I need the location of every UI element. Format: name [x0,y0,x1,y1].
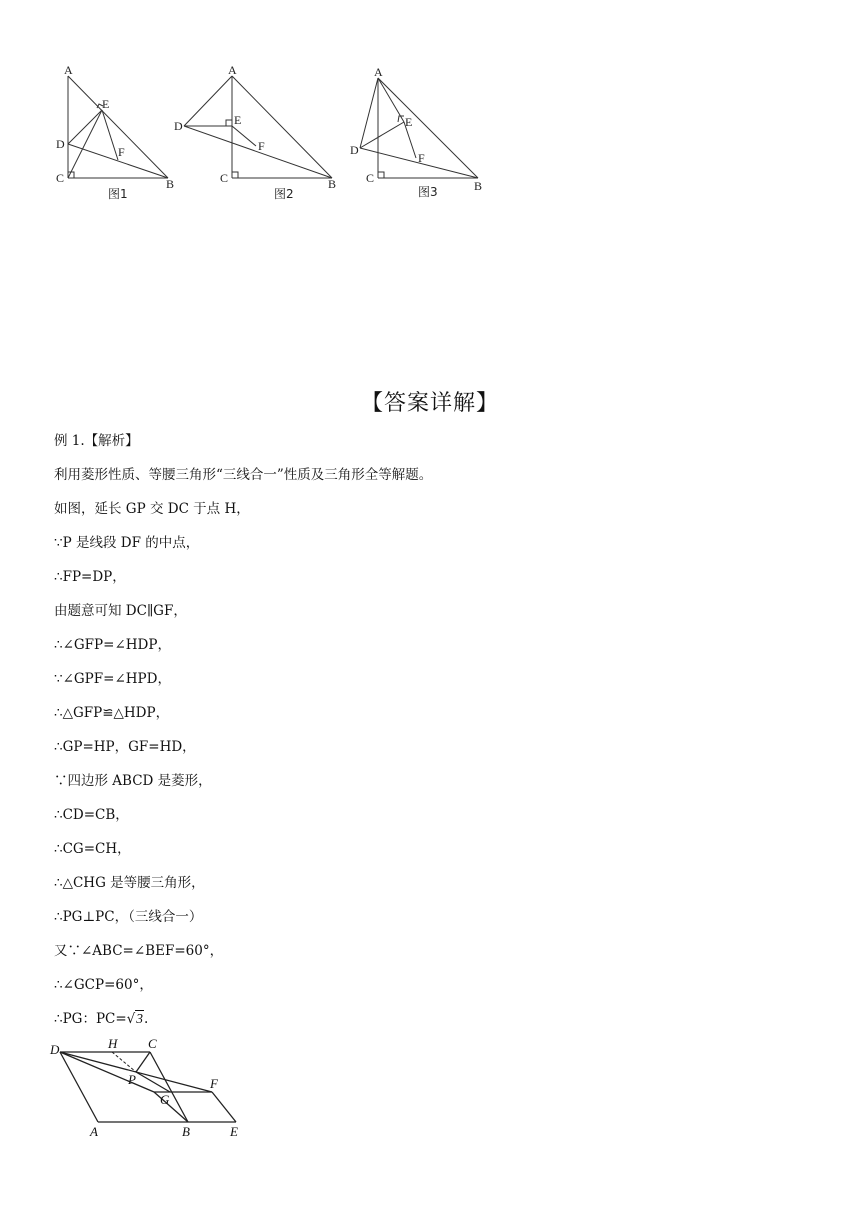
solution-line: 例 1.【解析】 [54,433,139,449]
solution-line: 利用菱形性质、等腰三角形“三线合一”性质及三角形全等解题。 [54,467,433,483]
solution-line: ∵∠GPF=∠HPD， [54,671,171,687]
final-suffix: . [144,1011,149,1027]
fig1-label-A: A [64,63,73,77]
para-label-P: P [128,1072,136,1087]
figure-3 [346,58,496,208]
fig3-label-F: F [418,151,425,165]
solution-final-line [54,1006,432,1040]
fig2-label-B: B [328,177,337,191]
fig3-caption: 图3 [418,185,438,199]
solution-line: 由题意可知 DC∥GF， [54,603,187,619]
fig3-label-A: A [374,65,383,79]
fig1-label-F: F [118,145,125,159]
para-label-C: C [148,1036,157,1051]
fig2-label-A: A [228,63,237,77]
fig1-label-E: E [102,97,110,111]
fig1-caption: 图1 [108,187,128,201]
figure-3-diagram [346,58,496,208]
final-radicand: 3 [136,1011,144,1026]
figure-1 [50,58,190,208]
answer-heading: 【答案详解】 [360,391,499,416]
rhombus-diagram [46,1036,246,1146]
fig3-label-D: D [350,143,359,157]
para-label-E: E [230,1124,238,1139]
fig1-label-C: C [56,171,65,185]
solution-line: ∵四边形 ABCD 是菱形， [54,773,212,789]
solution-line: ∵P 是线段 DF 的中点， [54,535,200,551]
fig2-label-E: E [234,113,242,127]
para-label-F: F [210,1076,218,1091]
fig2-label-D: D [174,119,183,133]
solution-line: 如图，延长 GP 交 DC 于点 H， [54,501,250,517]
fig3-label-E: E [405,115,413,129]
solution-line: ∴GP=HP，GF=HD， [54,739,196,755]
solution-line: ∴FP=DP， [54,569,126,585]
solution-line: ∴∠GCP=60°， [54,977,153,993]
fig2-label-F: F [258,139,265,153]
fig3-label-B: B [474,179,483,193]
figure-2 [170,58,350,208]
figure-1-diagram [50,58,190,208]
para-label-D: D [50,1042,60,1057]
fig2-label-C: C [220,171,229,185]
fig1-label-D: D [56,137,65,151]
solution-line: 又∵∠ABC=∠BEF=60°， [54,943,224,959]
fig3-label-C: C [366,171,375,185]
solution-body [54,428,432,1040]
solution-line: ∴PG⊥PC，（三线合一） [54,909,203,925]
fig1-label-B: B [166,177,175,191]
solution-line: ∴△CHG 是等腰三角形， [54,875,205,891]
fig2-caption: 图2 [274,187,294,201]
solution-line: ∴CG=CH， [54,841,131,857]
rhombus-svg [46,1036,246,1142]
para-label-H: H [108,1036,118,1051]
solution-line: ∴△GFP≌△HDP， [54,705,170,721]
para-label-G: G [160,1092,170,1107]
para-label-A: A [90,1124,98,1139]
solution-line: ∴∠GFP=∠HDP， [54,637,171,653]
final-prefix: ∴PG：PC=√ [54,1011,136,1027]
para-label-B: B [182,1124,190,1139]
solution-line: ∴CD=CB， [54,807,129,823]
figure-2-diagram [170,58,350,208]
